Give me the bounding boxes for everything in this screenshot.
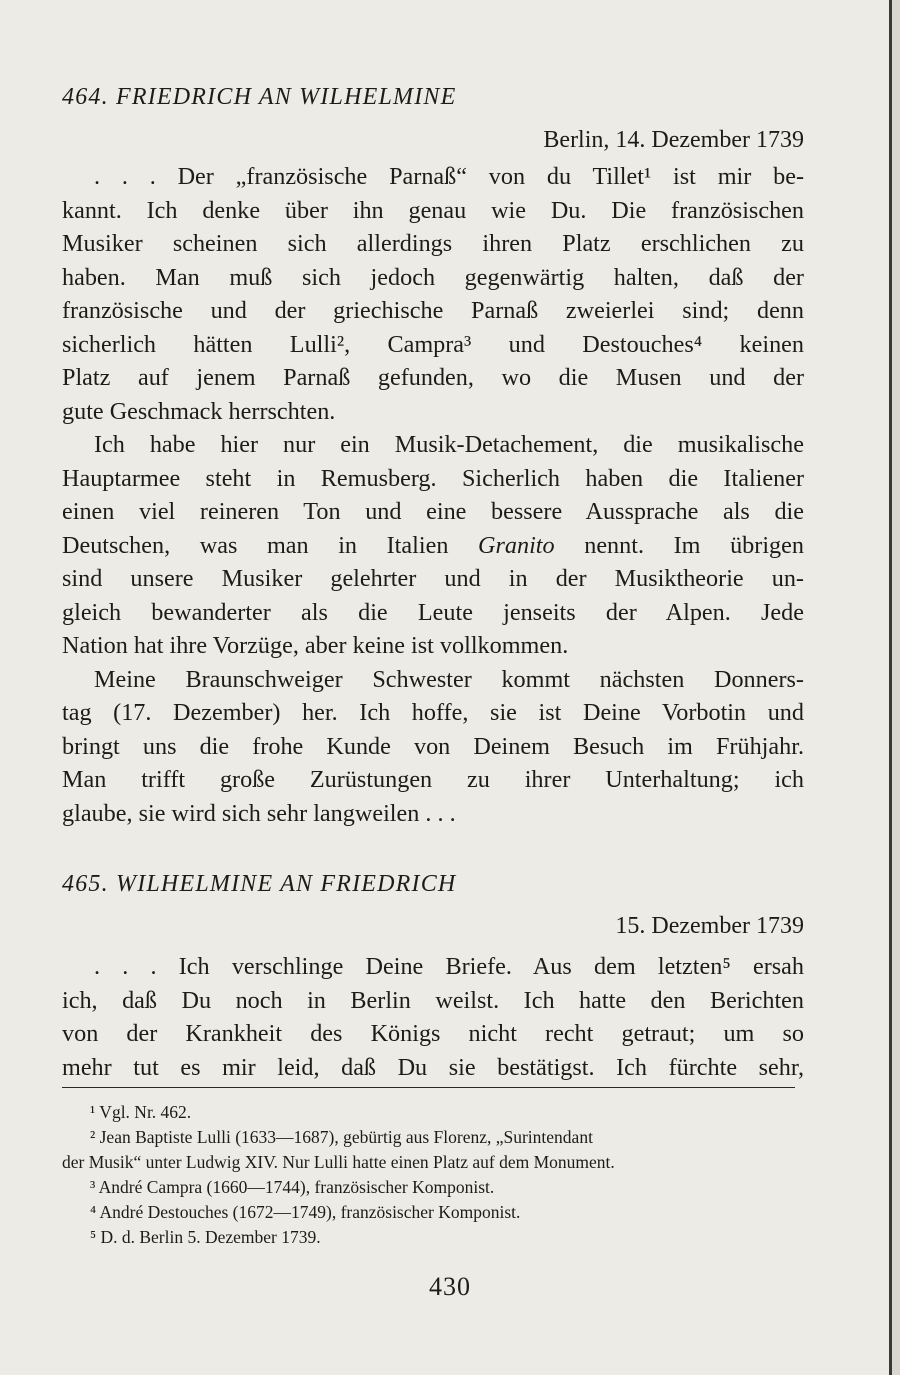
text-line: . . . Ich verschlinge Deine Briefe. Aus dem letzten⁵ ersah <box>94 953 804 980</box>
text-line: gleich bewanderter als die Leute jenseits der Alpen. Jede <box>62 598 804 626</box>
text-line <box>62 529 804 563</box>
text-line: kannt. Ich denke über ihn genau wie Du. Die französischen <box>62 196 804 224</box>
text-line: einen viel reineren Ton und eine bessere Aussprache als die <box>62 498 804 525</box>
text-line: sind unsere Musiker gelehrter und in der Musiktheorie un- <box>62 565 804 592</box>
text-line: von der Krankheit des Königs nicht recht getraut; um so <box>62 1020 804 1047</box>
letter-heading-465: 465. WILHELMINE AN FRIEDRICH <box>62 871 457 897</box>
page-edge-line <box>889 0 892 1375</box>
text-line: gute Geschmack herrschten. <box>62 397 336 425</box>
text-line: ich, daß Du noch in Berlin weilst. Ich hatte den Berichten <box>62 986 804 1014</box>
text-line: Hauptarmee steht in Remusberg. Sicherlich haben die Italiener <box>62 464 804 492</box>
text-line: tag (17. Dezember) her. Ich hoffe, sie ist Deine Vorbotin und <box>62 699 804 726</box>
text-line: haben. Man muß sich jedoch gegenwärtig halten, daß der <box>62 263 804 291</box>
letter-date-464: Berlin, 14. Dezember 1739 <box>543 127 804 153</box>
footnote-4: ⁴ André Destouches (1672—1749), französischer Komponist. <box>90 1202 521 1222</box>
page-edge-shadow <box>892 0 900 1375</box>
footnote-rule <box>62 1087 795 1088</box>
letter-date-465: 15. Dezember 1739 <box>615 913 804 939</box>
text-line: Platz auf jenem Parnaß gefunden, wo die Musen und der <box>62 364 804 391</box>
letter-heading-464: 464. FRIEDRICH AN WILHELMINE <box>62 84 457 110</box>
footnote-1: ¹ Vgl. Nr. 462. <box>90 1102 192 1122</box>
letter-body-464 <box>62 160 804 830</box>
text-line: Meine Braunschweiger Schwester kommt nächsten Donners- <box>94 665 804 693</box>
footnote-2: ² Jean Baptiste Lulli (1633—1687), gebürtig aus Florenz, „Surintendant <box>90 1127 593 1147</box>
letter-body-465 <box>62 950 804 1084</box>
text-line: Musiker scheinen sich allerdings ihren Platz erschlichen zu <box>62 230 804 257</box>
italic-term: Granito <box>478 531 555 559</box>
text-segment: Deutschen, was man in Italien <box>62 531 479 559</box>
text-line: Nation hat ihre Vorzüge, aber keine ist vollkommen. <box>62 632 569 659</box>
footnote-2-continued: der Musik“ unter Ludwig XIV. Nur Lulli hatte einen Platz auf dem Monument. <box>62 1152 615 1172</box>
text-line: Ich habe hier nur ein Musik-Detachement, die musikalische <box>94 431 804 458</box>
text-line: sicherlich hätten Lulli², Campra³ und Destouches⁴ keinen <box>62 330 804 358</box>
text-segment: nennt. Im übrigen <box>554 531 804 559</box>
text-line: mehr tut es mir leid, daß Du sie bestätigst. Ich fürchte sehr, <box>62 1053 804 1081</box>
page-number: 430 <box>429 1272 471 1301</box>
footnote-3: ³ André Campra (1660—1744), französischer Komponist. <box>90 1177 495 1197</box>
text-line: Man trifft große Zurüstungen zu ihrer Unterhaltung; ich <box>62 766 804 793</box>
text-line: glaube, sie wird sich sehr langweilen . . . <box>62 799 456 827</box>
text-line: bringt uns die frohe Kunde von Deinem Besuch im Frühjahr. <box>62 732 804 760</box>
footnote-5: ⁵ D. d. Berlin 5. Dezember 1739. <box>90 1227 321 1247</box>
text-line: französische und der griechische Parnaß zweierlei sind; denn <box>62 297 804 324</box>
text-line: . . . Der „französische Parnaß“ von du Tillet¹ ist mir be- <box>94 163 804 190</box>
